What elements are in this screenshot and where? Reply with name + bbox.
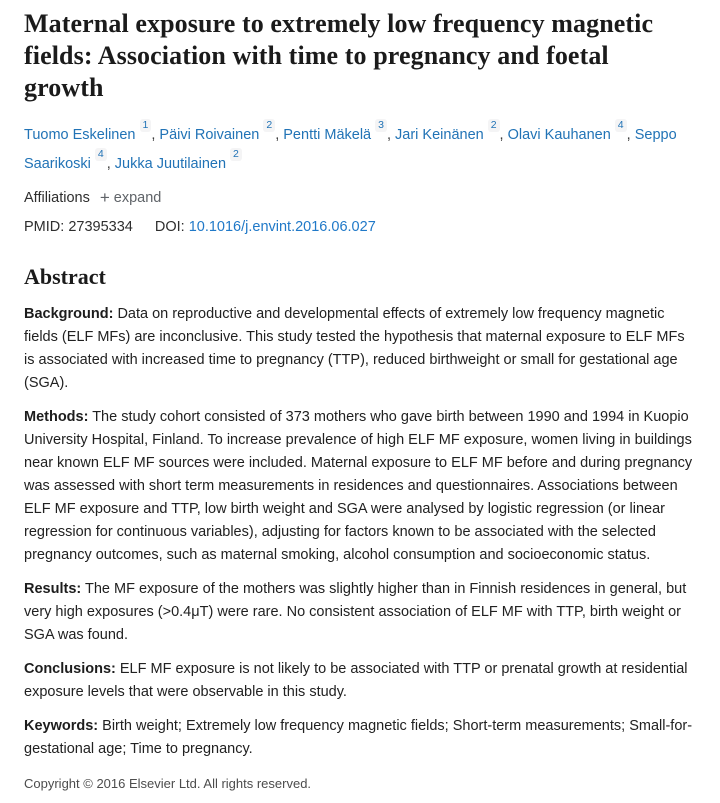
expand-affiliations-button[interactable] xyxy=(99,187,162,207)
author-separator: , xyxy=(275,126,284,143)
author-list xyxy=(24,118,684,176)
identifiers-row xyxy=(24,216,696,238)
author xyxy=(283,119,396,143)
plus-icon: + xyxy=(99,187,110,207)
abstract-section-methods xyxy=(24,406,696,567)
doi-group xyxy=(155,219,376,235)
affiliations-row xyxy=(24,187,696,209)
author-affiliation-superscript[interactable]: 2 xyxy=(488,119,500,132)
abstract-section-keywords xyxy=(24,715,696,761)
author-affiliation-superscript[interactable]: 4 xyxy=(95,148,107,161)
author-separator: , xyxy=(151,126,160,143)
copyright-notice: Copyright © 2016 Elsevier Ltd. All rights reserved. xyxy=(24,775,312,791)
abstract-heading: Abstract xyxy=(24,263,106,289)
author xyxy=(114,147,242,172)
author-link[interactable]: Tuomo Eskelinen xyxy=(24,126,136,143)
section-text: The study cohort consisted of 373 mothers who gave birth between 1990 and 1994 in Kuopio University Hospital, Finland. To increase prevalence of high ELF MF exposure, women living in buildings near known ELF MF sources were included. Maternal exposure to ELF MF before and during pregnancy was assessed with short term measurements in residences and questionnaires. Associations between ELF MF exposure and TTP, low birth weight and SGA were analysed by logistic regression (or linear regression for continuous variables), adjusting for factors known to be associated with the selected pregnancy outcomes, such as maternal smoking, alcohol consumption and socioeconomic status. xyxy=(24,408,693,563)
section-text: ELF MF exposure is not likely to be associated with TTP or prenatal growth at residential exposure levels that were observable in this study. xyxy=(24,660,688,700)
author-affiliation-superscript[interactable]: 2 xyxy=(230,148,242,161)
section-text: Data on reproductive and developmental effects of extremely low frequency magnetic fields (ELF MFs) are inconclusive. This study tested the hypothesis that maternal exposure to ELF MFs is associated with increased time to pregnancy (TTP), reduced birthweight or small for gestational age (SGA). xyxy=(24,305,685,391)
article-title: Maternal exposure to extremely low frequency magnetic fields: Association with time to pregnancy and foetal growth xyxy=(24,9,654,102)
pmid-label: PMID: xyxy=(24,218,65,235)
author-link[interactable]: Olavi Kauhanen xyxy=(507,126,611,143)
author-separator: , xyxy=(626,126,635,143)
author-affiliation-superscript[interactable]: 3 xyxy=(375,119,387,132)
author-separator: , xyxy=(106,155,115,172)
doi-link[interactable]: 10.1016/j.envint.2016.06.027 xyxy=(188,218,376,235)
author-separator: , xyxy=(386,126,396,143)
doi-label: DOI: xyxy=(154,218,185,235)
author-link[interactable]: Jukka Juutilainen xyxy=(114,155,227,172)
abstract-body xyxy=(24,303,696,761)
author xyxy=(24,119,160,143)
abstract-section-background xyxy=(24,303,696,395)
author xyxy=(507,119,635,143)
abstract-section-results xyxy=(24,578,696,647)
section-text: The MF exposure of the mothers was slightly higher than in Finnish residences in general, but very high exposures (>0.4μT) were rare. No consistent association of ELF MF with TTP, birth weight or SGA was found. xyxy=(24,580,687,643)
abstract-section-conclusions xyxy=(24,658,696,704)
author-affiliation-superscript[interactable]: 1 xyxy=(140,119,152,132)
section-label: Results: xyxy=(24,580,82,597)
section-label: Keywords: xyxy=(24,717,99,734)
affiliations-label: Affiliations xyxy=(24,189,90,206)
author-separator: , xyxy=(499,126,508,143)
author xyxy=(159,119,284,143)
section-text: Birth weight; Extremely low frequency magnetic fields; Short-term measurements; Small-for-gestational age; Time to pregnancy. xyxy=(24,717,693,757)
author-link[interactable]: Päivi Roivainen xyxy=(159,126,260,143)
expand-label: expand xyxy=(113,189,162,206)
author-link[interactable]: Pentti Mäkelä xyxy=(283,126,372,143)
author-affiliation-superscript[interactable]: 4 xyxy=(615,119,627,132)
pmid-value: 27395334 xyxy=(68,218,133,235)
author-link[interactable]: Jari Keinänen xyxy=(395,126,484,143)
author-link[interactable]: Seppo Saarikoski xyxy=(24,126,677,172)
section-label: Background: xyxy=(24,305,114,322)
section-label: Conclusions: xyxy=(24,660,116,677)
section-label: Methods: xyxy=(24,408,89,425)
author xyxy=(395,119,508,143)
author-affiliation-superscript[interactable]: 2 xyxy=(263,119,275,132)
